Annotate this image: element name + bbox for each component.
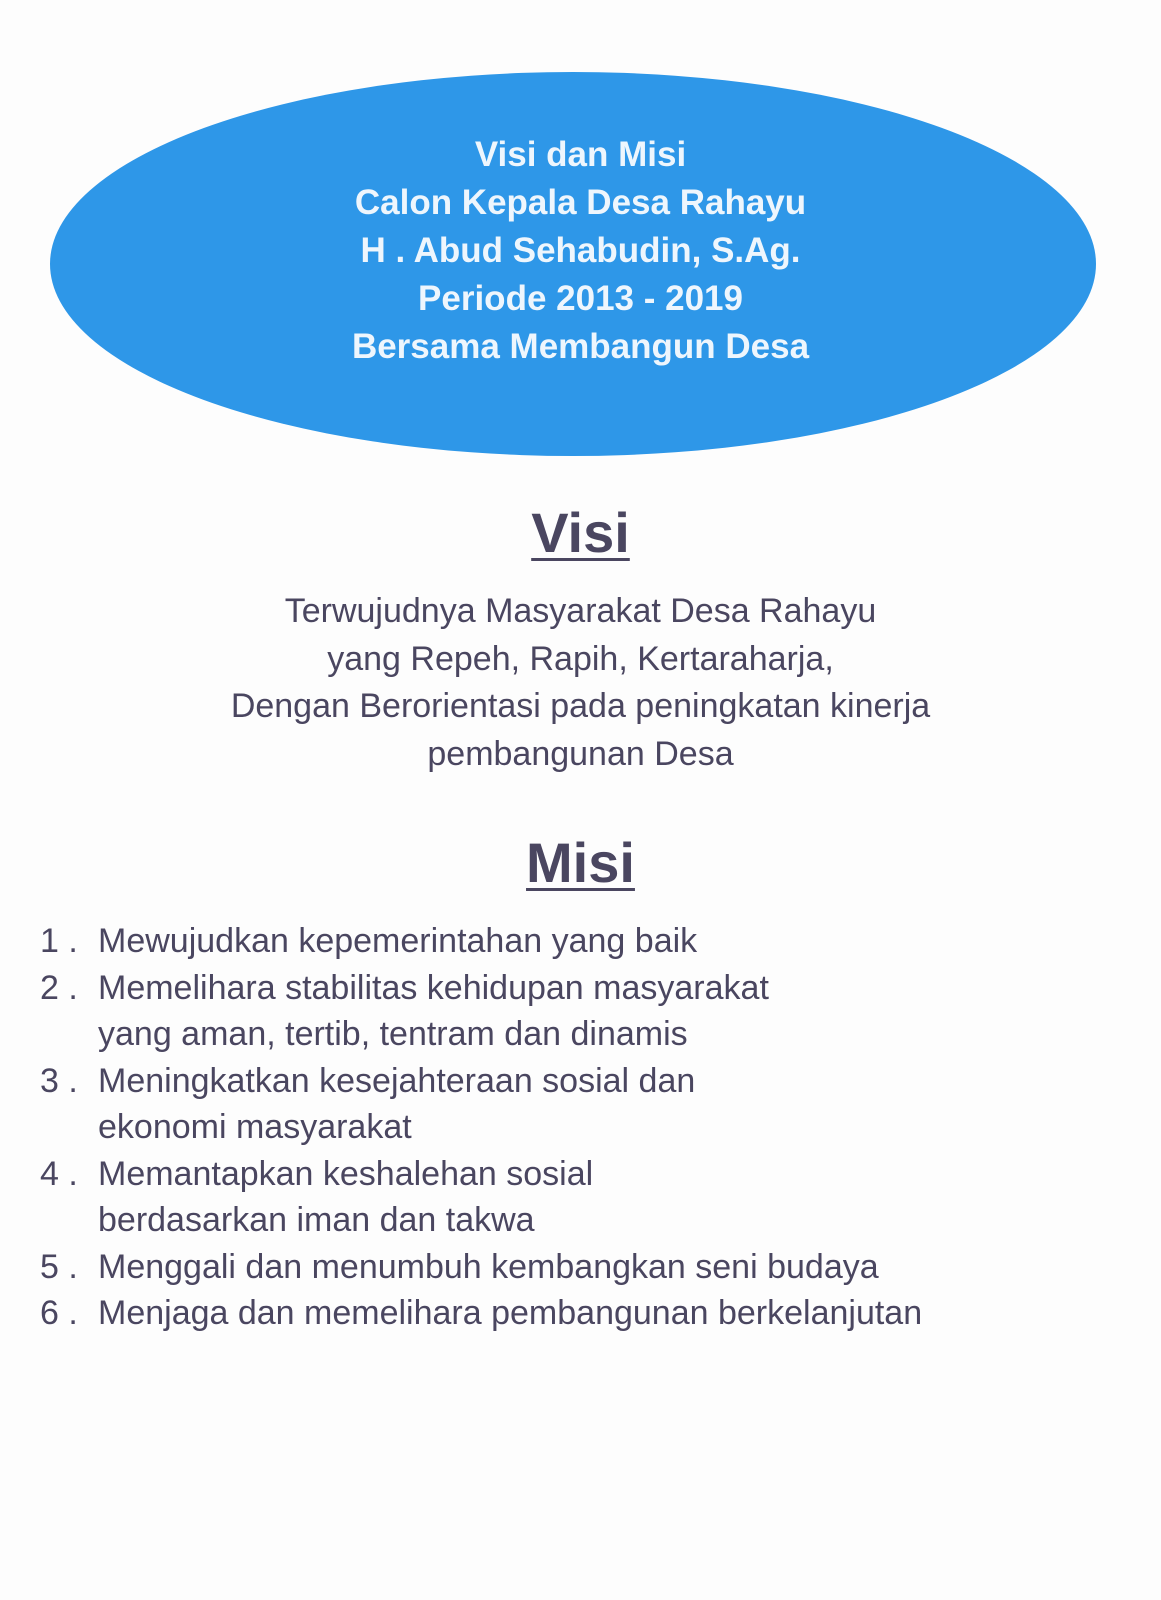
list-item	[40, 918, 922, 965]
item-text: Mewujudkan kepemerintahan yang baik	[98, 922, 698, 960]
title-line: Bersama Membangun Desa	[351, 327, 810, 366]
visi-line: Terwujudnya Masyarakat Desa Rahayu	[284, 592, 877, 630]
item-number: 2 .	[40, 968, 78, 1007]
visi-line: pembangunan Desa	[427, 734, 734, 773]
item-text: berdasarkan iman dan takwa	[98, 1201, 535, 1239]
item-number: 5 .	[40, 1247, 78, 1286]
title-line: Periode 2013 - 2019	[418, 279, 743, 318]
list-item	[40, 1244, 922, 1291]
item-number: 6 .	[40, 1294, 78, 1332]
misi-heading-text: Misi	[526, 831, 635, 894]
title-line: H . Abud Sehabudin, S.Ag.	[360, 231, 801, 270]
title-line: Calon Kepala Desa Rahayu	[354, 183, 807, 222]
visi-line: yang Repeh, Rapih, Kertaraharja,	[327, 639, 834, 678]
list-item	[40, 1058, 922, 1151]
item-number: 4 .	[40, 1154, 78, 1193]
visi-heading-text: Visi	[531, 501, 630, 564]
misi-heading	[0, 830, 1161, 895]
visi-text	[0, 588, 1161, 778]
item-number: 1 .	[40, 922, 78, 960]
title-line: Visi dan Misi	[474, 135, 687, 174]
visi-line: Dengan Berorientasi pada peningkatan kinerja	[230, 687, 931, 725]
item-text: ekonomi masyarakat	[98, 1108, 412, 1146]
item-text: Meningkatkan kesejahteraan sosial dan	[98, 1061, 696, 1100]
item-number: 3 .	[40, 1061, 78, 1100]
list-item	[40, 1151, 922, 1244]
item-text: Menjaga dan memelihara pembangunan berkelanjutan	[98, 1294, 923, 1332]
misi-list	[40, 918, 922, 1337]
item-text: Menggali dan menumbuh kembangkan seni budaya	[98, 1247, 879, 1286]
list-item	[40, 1290, 922, 1337]
visi-heading	[0, 500, 1161, 565]
title-block	[0, 131, 1161, 371]
item-text: yang aman, tertib, tentram dan dinamis	[98, 1015, 688, 1053]
item-text: Memelihara stabilitas kehidupan masyarakat	[98, 968, 769, 1007]
list-item	[40, 965, 922, 1058]
item-text: Memantapkan keshalehan sosial	[98, 1154, 594, 1193]
